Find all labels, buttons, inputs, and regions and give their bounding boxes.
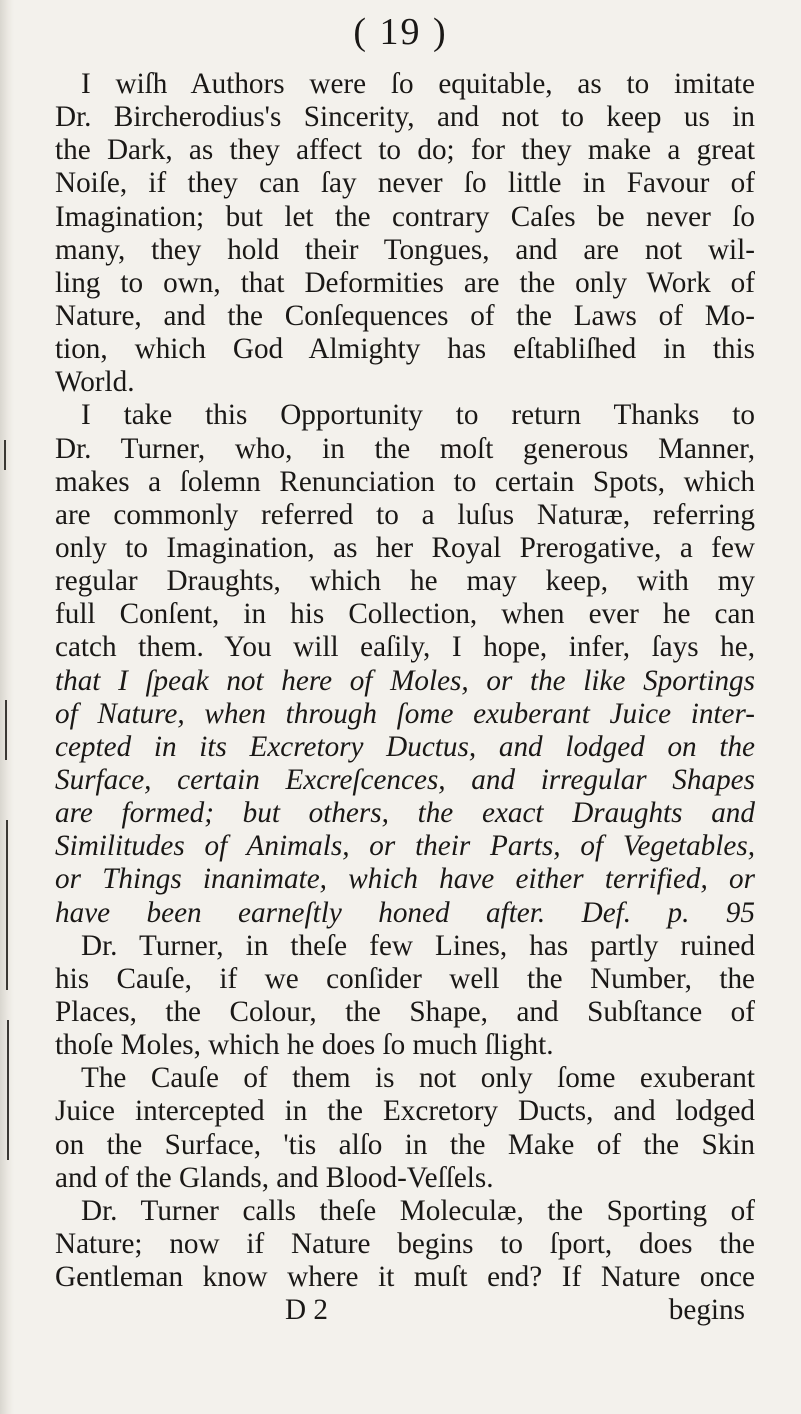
text-line: Dr. Turner calls theſe Moleculæ, the Sporting of: [81, 1194, 755, 1227]
text-line: only to Imagination, as her Royal Prerogative, a few: [55, 531, 755, 564]
page-number: ( 19 ): [353, 11, 448, 53]
text-line: Places, the Colour, the Shape, and Subſtance of: [55, 995, 755, 1028]
catchword: begins: [668, 1294, 745, 1327]
text-line: The Cauſe of them is not only ſome exuberant: [81, 1062, 755, 1095]
text-line: Imagination; but let the contrary Caſes be never ſo: [55, 200, 755, 233]
text-line: regular Draughts, which he may keep, with my: [55, 565, 755, 598]
text-line: are formed; but others, the exact Draughts and: [55, 797, 755, 830]
text-line: ling to own, that Deformities are the only Work of: [55, 266, 755, 299]
page-footer: [55, 1294, 755, 1327]
gutter-mark: [4, 440, 6, 470]
text-line: Noiſe, if they can ſay never ſo little in Favour of: [55, 167, 755, 200]
text-line: Dr. Turner, in theſe few Lines, has partly ruined: [81, 929, 755, 962]
text-line: I wiſh Authors were ſo equitable, as to imitate: [81, 68, 755, 100]
gutter-mark: [5, 700, 7, 760]
gutter-mark: [7, 1020, 9, 1160]
text-line: many, they hold their Tongues, and are not wil-: [55, 233, 755, 266]
text-line: catch them. You will eaſily, I hope, infer, ſays he,: [55, 631, 755, 664]
page-gutter: [0, 0, 14, 1414]
text-line: Nature; now if Nature begins to ſport, does the: [55, 1227, 755, 1260]
text-line: and of the Glands, and Blood-Veſſels.: [55, 1161, 494, 1194]
text-line: Surface, certain Excreſcences, and irregular Shapes: [55, 763, 755, 796]
text-line: makes a ſolemn Renunciation to certain Spots, which: [55, 465, 755, 498]
text-line: or Things inanimate, which have either terrified, or: [55, 863, 755, 896]
gutter-mark: [6, 820, 8, 990]
text-line: are commonly referred to a luſus Naturæ, referring: [55, 498, 755, 531]
text-line: have been earneſtly honed after. Def. p. 95: [55, 896, 755, 929]
text-line: his Cauſe, if we conſider well the Number, the: [55, 962, 755, 995]
text-line: World.: [55, 366, 135, 399]
text-line: I take this Opportunity to return Thanks to: [81, 399, 755, 432]
text-line: Similitudes of Animals, or their Parts, of Vegetables,: [55, 830, 755, 863]
text-line: Gentleman know where it muſt end? If Nature once: [55, 1261, 755, 1294]
text-line: Nature, and the Conſequences of the Laws of Mo-: [55, 299, 755, 332]
text-line: on the Surface, 'tis alſo in the Make of the Skin: [55, 1128, 755, 1161]
text-line: Juice intercepted in the Excretory Ducts, and lodged: [55, 1095, 755, 1128]
text-line: of Nature, when through ſome exuberant Juice inter-: [55, 697, 755, 730]
text-line: thoſe Moles, which he does ſo much ſlight.: [55, 1029, 554, 1062]
text-line: cepted in its Excretory Ductus, and lodged on the: [55, 730, 755, 763]
text-line: Dr. Turner, who, in the moſt generous Manner,: [55, 432, 755, 465]
text-line: Dr. Bircherodius's Sincerity, and not to keep us in: [55, 101, 755, 134]
text-line: that I ſpeak not here of Moles, or the like Sportings: [55, 664, 755, 697]
text-line: the Dark, as they affect to do; for they make a great: [55, 134, 755, 167]
text-line: tion, which God Almighty has eſtabliſhed in this: [55, 333, 755, 366]
body-text: [55, 68, 755, 1327]
signature-mark: D 2: [285, 1294, 328, 1327]
text-line: full Conſent, in his Collection, when ever he can: [55, 598, 755, 631]
